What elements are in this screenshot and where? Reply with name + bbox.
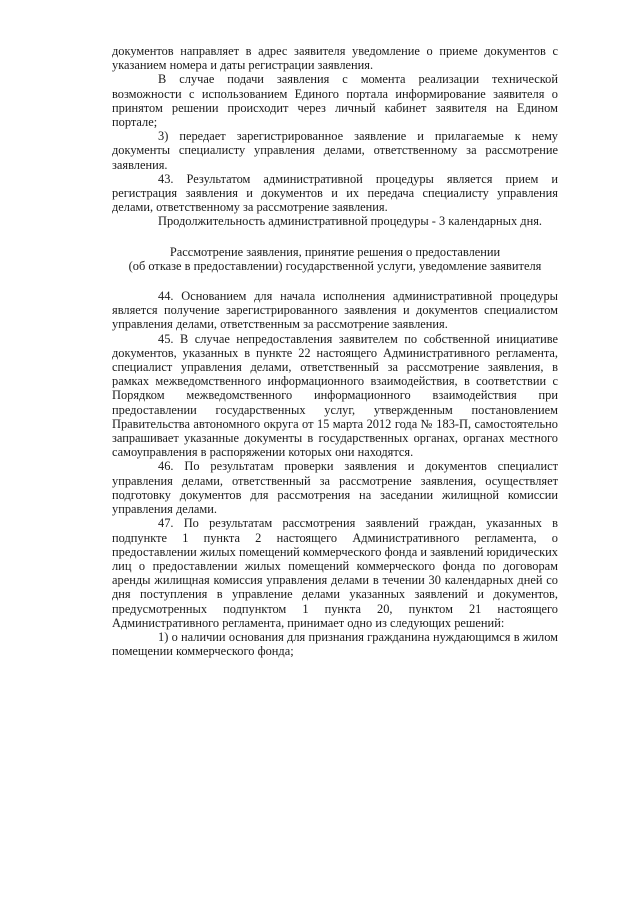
paragraph-43: 43. Результатом административной процедуры является прием и регистрация заявления и документов и их передача специалисту управления делами, ответственному за рассмотрение заявления. bbox=[112, 171, 558, 215]
paragraph-duration: Продолжительность административной процедуры - 3 календарных дня. bbox=[158, 214, 543, 229]
paragraph-47: 47. По результатам рассмотрения заявлений граждан, указанных в подпункте 1 пункта 2 настоящего Административного регламента, о предоставлении жилых помещений коммерческого фонда и заявлений юридических лиц о предоставлении жилых помещений коммерческого фонда по договорам аренды жилищная комиссия управления делами в течении 30 календарных дней со дня поступления в управление делами указанных заявлений и документов, предусмотренных подпунктом 1 пункта 20, пунктом 21 настоящего Административного регламента, принимает одно из следующих решений: bbox=[112, 516, 558, 630]
section-heading-line-1: Рассмотрение заявления, принятие решения о предоставлении bbox=[169, 244, 501, 259]
paragraph-continuation: документов направляет в адрес заявителя уведомление о приеме документов с указанием номера и даты регистрации заявления. bbox=[112, 44, 558, 73]
section-heading-line-2: (об отказе в предоставлении) государственной услуги, уведомление заявителя bbox=[128, 258, 542, 273]
paragraph-item-3: 3) передает зарегистрированное заявление и прилагаемые к нему документы специалисту управления делами, ответственному за рассмотрение заявления. bbox=[112, 129, 558, 172]
paragraph-45: 45. В случае непредоставления заявителем по собственной инициативе документов, указанных в пункте 22 настоящего Административного регламента, специалист управления делами, ответственный за рассмотрение заявления, в рамках межведомственного информационного взаимодействия, в соответствии с Порядком межведомственного информационного взаимодействия при предоставлении государственных услуг, утвержденным постановлением Правительства автономного округа от 15 марта 2012 года № 183-П, самостоятельно запрашивает указанные документы в государственных органах, органах местного самоуправления в распоряжении которых они находятся. bbox=[112, 331, 558, 460]
paragraph-47-item-1: 1) о наличии основания для признания гражданина нуждающимся в жилом помещении коммерческого фонда; bbox=[112, 629, 558, 659]
paragraph-46: 46. По результатам проверки заявления и документов специалист управления делами, ответственный за рассмотрение заявления, осуществляет подготовку документов для рассмотрения на заседании жилищной комиссии управления делами. bbox=[112, 459, 558, 517]
section-heading bbox=[112, 245, 558, 273]
paragraph-portal-notification: В случае подачи заявления с момента реализации технической возможности с использованием Единого портала информирование заявителя о принятом решении происходит через личный кабинет заявителя на Едином портале; bbox=[112, 72, 558, 130]
paragraph-44: 44. Основанием для начала исполнения административной процедуры является получение зарегистрированного заявления и документов специалистом управления делами, ответственным за рассмотрение заявления. bbox=[112, 289, 558, 332]
